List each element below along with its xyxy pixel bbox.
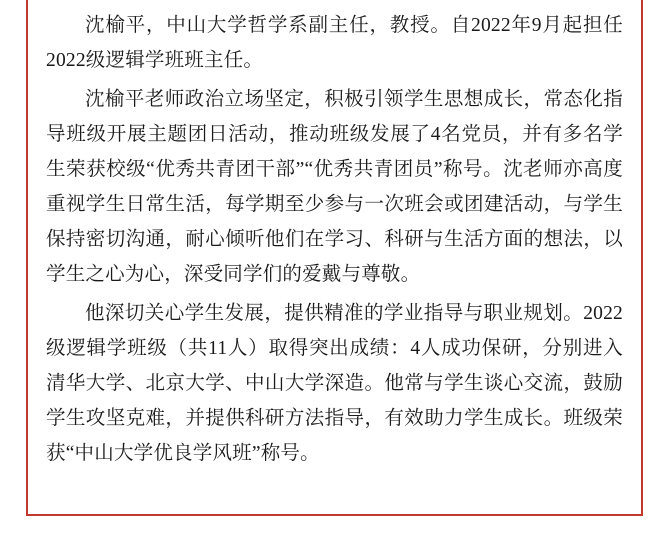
frame-border-bottom xyxy=(26,514,643,516)
paragraph-1: 沈榆平，中山大学哲学系副主任，教授。自2022年9月起担任2022级逻辑学班班主任。 xyxy=(46,15,623,71)
frame-border-right xyxy=(641,0,643,516)
frame-border-left xyxy=(26,0,28,516)
paragraph-3: 他深切关心学生发展，提供精准的学业指导与职业规划。2022级逻辑学班级（共11人）取得突出成绩：4人成功保研，分别进入清华大学、北京大学、中山大学深造。他常与学生谈心交流，鼓励学生攻坚克难，并提供科研方法指导，有效助力学生成长。班级荣获“中山大学优良学风班”称号。 xyxy=(46,303,623,464)
document-body xyxy=(46,8,623,510)
paragraph-2: 沈榆平老师政治立场坚定，积极引领学生思想成长，常态化指导班级开展主题团日活动，推动班级发展了4名党员，并有多名学生荣获校级“优秀共青团干部”“优秀共青团员”称号。沈老师亦高度重视学生日常生活，每学期至少参与一次班会或团建活动，与学生保持密切沟通，耐心倾听他们在学习、科研与生活方面的想法，以学生之心为心，深受同学们的爱戴与尊敬。 xyxy=(46,89,623,285)
